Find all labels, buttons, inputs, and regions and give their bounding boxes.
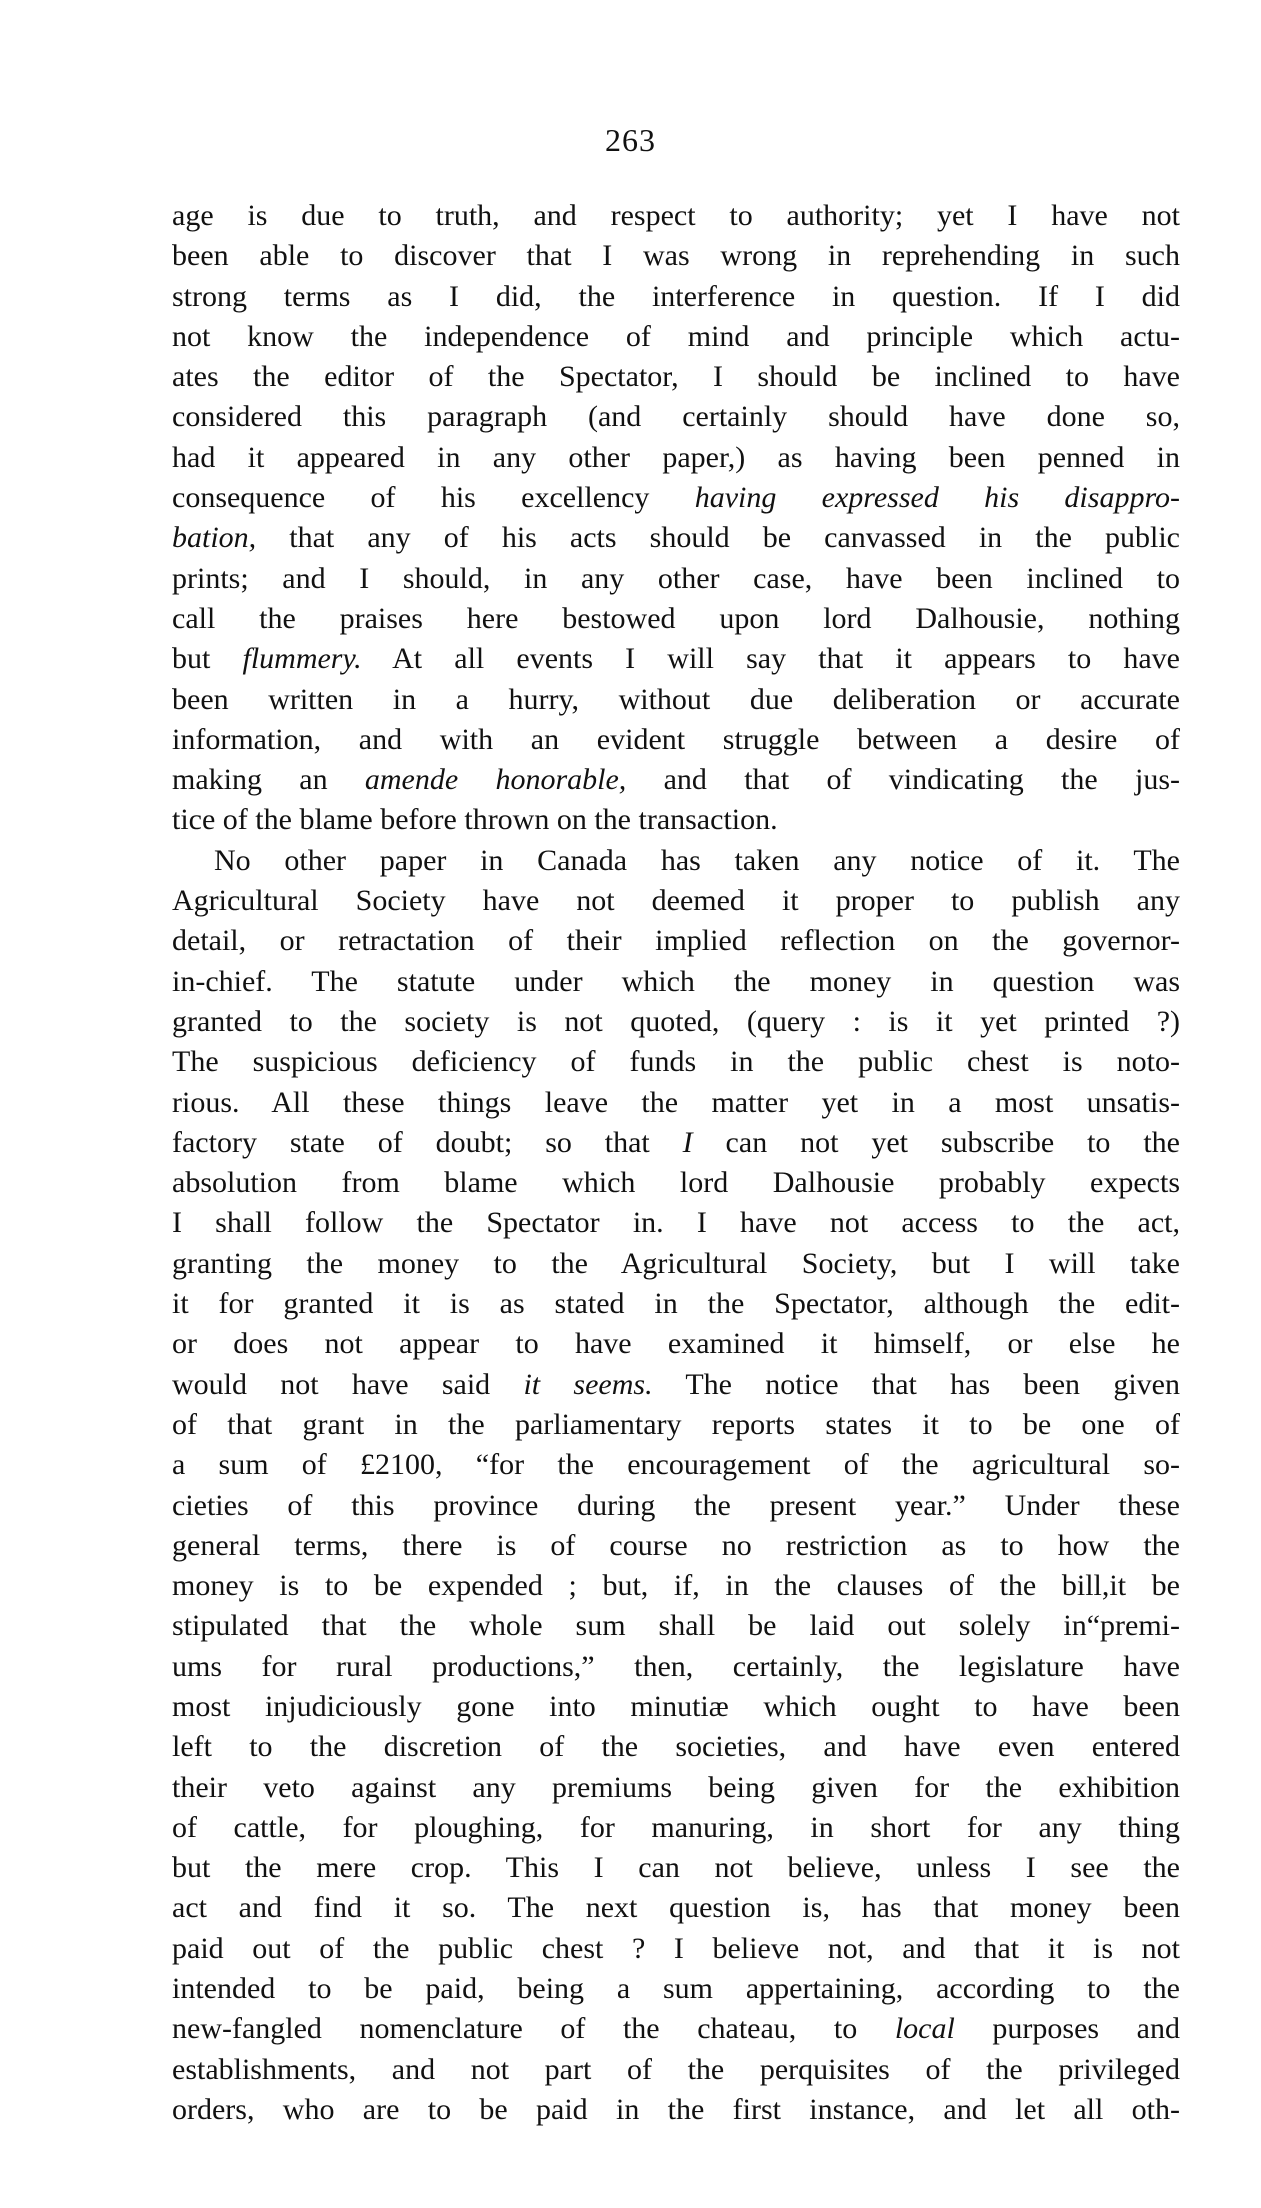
text-line (172, 1324, 1180, 1364)
line-text: granted to the society is not quoted, (query : is it yet printed ?) (172, 1004, 1180, 1038)
line-text: stipulated that the whole sum shall be laid out solely in“premi- (172, 1609, 1180, 1643)
line-text: been able to discover that I was wrong in reprehending in such (172, 239, 1180, 273)
text-line (172, 1606, 1180, 1646)
line-text: of that grant in the parliamentary reports states it to be one of (172, 1407, 1180, 1441)
line-text: orders, who are to be paid in the first instance, and let all oth- (172, 2092, 1180, 2126)
body-text (172, 196, 1180, 2130)
line-text: it for granted it is as stated in the Spectator, although the edit- (172, 1287, 1180, 1321)
line-text: strong terms as I did, the interference in question. If I did (172, 279, 1180, 313)
line-text: No other paper in Canada has taken any notice of it. The (214, 843, 1180, 877)
line-text: At all events I will say that it appears to have (361, 642, 1180, 676)
text-line (172, 357, 1180, 397)
text-line (172, 1647, 1180, 1687)
text-line (172, 599, 1180, 639)
text-line (172, 1486, 1180, 1526)
italic-text: flummery. (242, 642, 362, 676)
line-text: detail, or retractation of their implied reflection on the governor- (172, 924, 1180, 958)
line-text: establishments, and not part of the perquisites of the privileged (172, 2052, 1180, 2086)
text-line (172, 1768, 1180, 1808)
text-line (172, 1445, 1180, 1485)
line-text: ates the editor of the Spectator, I should be inclined to have (172, 360, 1180, 394)
text-line (172, 1042, 1180, 1082)
line-text: ums for rural productions,” then, certainly, the legislature have (172, 1649, 1180, 1683)
text-line (172, 1083, 1180, 1123)
text-line (172, 317, 1180, 357)
text-line (172, 1687, 1180, 1727)
text-line (172, 800, 1180, 840)
text-line (172, 518, 1180, 558)
text-line (172, 1566, 1180, 1606)
line-text: The suspicious deficiency of funds in the public chest is noto- (172, 1045, 1180, 1079)
text-line (172, 1365, 1180, 1405)
italic-text: local (894, 2012, 955, 2046)
line-text: left to the discretion of the societies, and have even entered (172, 1730, 1180, 1764)
line-text: purposes and (954, 2012, 1180, 2046)
line-text: a sum of £2100, “for the encouragement of the agricultural so- (172, 1448, 1180, 1482)
line-text: making an (172, 763, 365, 797)
text-line (172, 2090, 1180, 2130)
line-text: paid out of the public chest ? I believe not, and that it is not (172, 1931, 1180, 1965)
text-line (172, 1888, 1180, 1928)
italic-text: bation, (172, 521, 257, 555)
italic-text: it seems. (523, 1367, 653, 1401)
italic-text: amende honorable, (364, 763, 627, 797)
text-line (172, 639, 1180, 679)
text-line (172, 680, 1180, 720)
text-line (172, 841, 1180, 881)
italic-text: having expressed his disappro- (694, 481, 1180, 515)
line-text: rious. All these things leave the matter yet in a most unsatis- (172, 1085, 1180, 1119)
line-text: not know the independence of mind and principle which actu- (172, 319, 1180, 353)
line-text: but the mere crop. This I can not believe, unless I see the (172, 1851, 1180, 1885)
text-line (172, 881, 1180, 921)
line-text: cieties of this province during the present year.” Under these (172, 1488, 1180, 1522)
text-line (172, 196, 1180, 236)
line-text: general terms, there is of course no restriction as to how the (172, 1528, 1180, 1562)
line-text: new-fangled nomenclature of the chateau, to (172, 2012, 895, 2046)
line-text: money is to be expended ; but, if, in the clauses of the bill,it be (172, 1569, 1180, 1603)
text-line (172, 559, 1180, 599)
text-line (172, 1123, 1180, 1163)
line-text: been written in a hurry, without due deliberation or accurate (172, 682, 1180, 716)
line-text: I shall follow the Spectator in. I have not access to the act, (172, 1206, 1180, 1240)
line-text: call the praises here bestowed upon lord Dalhousie, nothing (172, 601, 1180, 635)
line-text: that any of his acts should be canvassed in the public (256, 521, 1180, 555)
text-line (172, 962, 1180, 1002)
line-text: intended to be paid, being a sum appertaining, according to the (172, 1972, 1180, 2006)
text-line (172, 760, 1180, 800)
text-line (172, 921, 1180, 961)
text-line (172, 1244, 1180, 1284)
line-text: had it appeared in any other paper,) as having been penned in (172, 440, 1180, 474)
text-line (172, 1727, 1180, 1767)
page-number: 263 (605, 122, 656, 158)
line-text: granting the money to the Agricultural Society, but I will take (172, 1246, 1180, 1280)
text-line (172, 1163, 1180, 1203)
text-line (172, 1848, 1180, 1888)
text-line (172, 1526, 1180, 1566)
text-line (172, 2009, 1180, 2049)
line-text: but (172, 642, 243, 676)
line-text: can not yet subscribe to the (692, 1125, 1180, 1159)
text-line (172, 1405, 1180, 1445)
line-text: Agricultural Society have not deemed it proper to publish any (172, 884, 1180, 918)
italic-text: I (682, 1125, 693, 1159)
line-text: The notice that has been given (652, 1367, 1180, 1401)
line-text: consequence of his excellency (172, 481, 695, 515)
line-text: or does not appear to have examined it himself, or else he (172, 1327, 1180, 1361)
line-text: act and find it so. The next question is, has that money been (172, 1891, 1180, 1925)
text-line (172, 478, 1180, 518)
line-text: tice of the blame before thrown on the transaction. (172, 803, 778, 837)
line-text: in-chief. The statute under which the money in question was (172, 964, 1180, 998)
line-text: prints; and I should, in any other case, have been inclined to (172, 561, 1180, 595)
line-text: would not have said (172, 1367, 524, 1401)
text-line (172, 397, 1180, 437)
text-line (172, 1203, 1180, 1243)
text-line (172, 438, 1180, 478)
line-text: and that of vindicating the jus- (626, 763, 1180, 797)
line-text: considered this paragraph (and certainly should have done so, (172, 400, 1180, 434)
text-line (172, 1284, 1180, 1324)
line-text: information, and with an evident struggle between a desire of (172, 722, 1180, 756)
line-text: factory state of doubt; so that (172, 1125, 683, 1159)
line-text: of cattle, for ploughing, for manuring, in short for any thing (172, 1810, 1180, 1844)
text-line (172, 1929, 1180, 1969)
line-text: absolution from blame which lord Dalhousie probably expects (172, 1166, 1180, 1200)
text-line (172, 1002, 1180, 1042)
text-line (172, 1808, 1180, 1848)
line-text: their veto against any premiums being given for the exhibition (172, 1770, 1180, 1804)
text-line (172, 236, 1180, 276)
line-text: most injudiciously gone into minutiæ which ought to have been (172, 1689, 1180, 1723)
line-text: age is due to truth, and respect to authority; yet I have not (172, 199, 1180, 232)
text-line (172, 277, 1180, 317)
text-line (172, 720, 1180, 760)
text-line (172, 1969, 1180, 2009)
text-line (172, 2050, 1180, 2090)
